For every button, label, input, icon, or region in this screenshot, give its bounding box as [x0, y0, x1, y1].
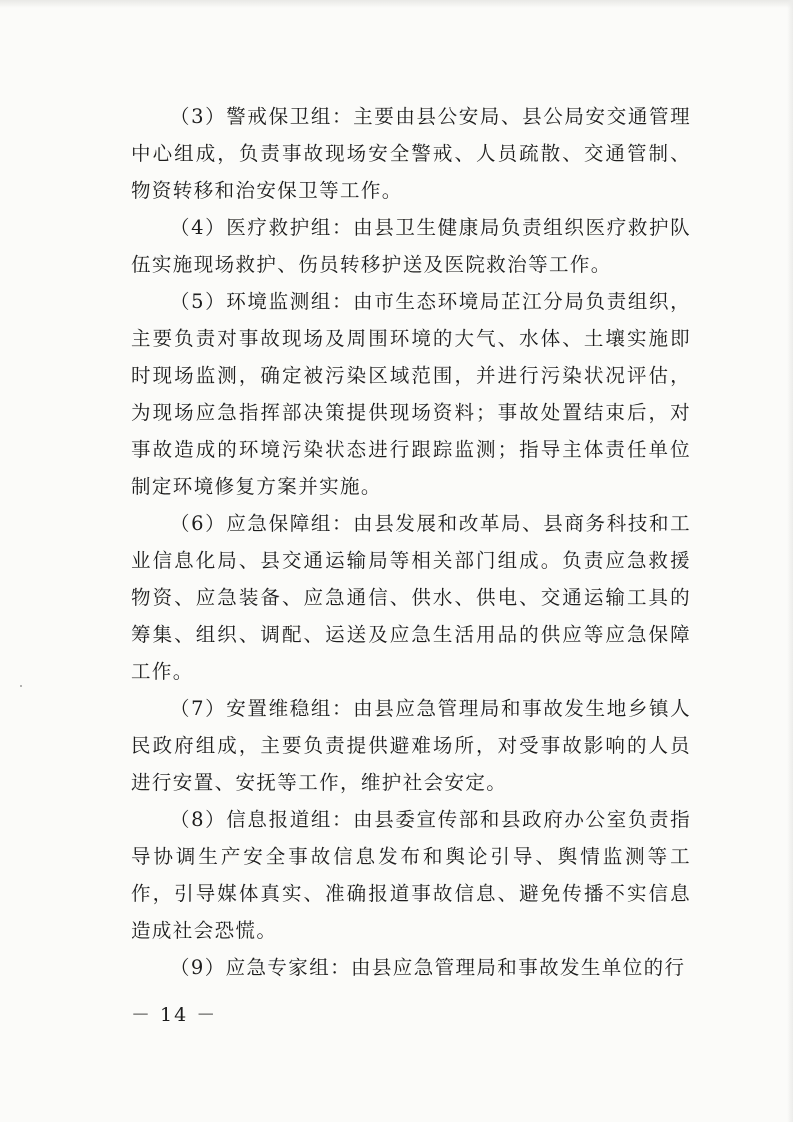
paragraph-environment-group: （5）环境监测组：由市生态环境局芷江分局负责组织，主要负责对事故现场及周围环境的大气、水体、土壤实施即时现场监测，确定被污染区域范围，并进行污染状况评估，为现场应急指挥部决策提供现场资料；事故处置结束后，对事故造成的环境污染状态进行跟踪监测；指导主体责任单位制定环境修复方案并实施。	[131, 290, 691, 498]
document-body	[131, 98, 691, 986]
paragraph-security-group: （3）警戒保卫组：主要由县公安局、县公局安交通管理中心组成，负责事故现场安全警戒、人员疏散、交通管制、物资转移和治安保卫等工作。	[131, 105, 691, 202]
paragraph-medical-group: （4）医疗救护组：由县卫生健康局负责组织医疗救护队伍实施现场救护、伤员转移护送及医院救治等工作。	[131, 216, 691, 276]
page-number: － 14 －	[131, 1004, 218, 1026]
paragraph-support-group: （6）应急保障组：由县发展和改革局、县商务科技和工业信息化局、县交通运输局等相关部门组成。负责应急救援物资、应急装备、应急通信、供水、供电、交通运输工具的筹集、组织、调配、运送及应急生活用品的供应等应急保障工作。	[131, 512, 691, 683]
scan-edge-right	[787, 0, 793, 1122]
scan-edge-top	[0, 0, 793, 8]
paragraph-expert-group: （9）应急专家组：由县应急管理局和事故发生单位的行	[170, 956, 686, 979]
scan-speck	[20, 685, 22, 687]
paragraph-information-group: （8）信息报道组：由县委宣传部和县政府办公室负责指导协调生产安全事故信息发布和舆论引导、舆情监测等工作，引导媒体真实、准确报道事故信息、避免传播不实信息造成社会恐慌。	[131, 808, 691, 942]
paragraph-resettlement-group: （7）安置维稳组：由县应急管理局和事故发生地乡镇人民政府组成，主要负责提供避难场所，对受事故影响的人员进行安置、安抚等工作，维护社会安定。	[131, 697, 691, 794]
